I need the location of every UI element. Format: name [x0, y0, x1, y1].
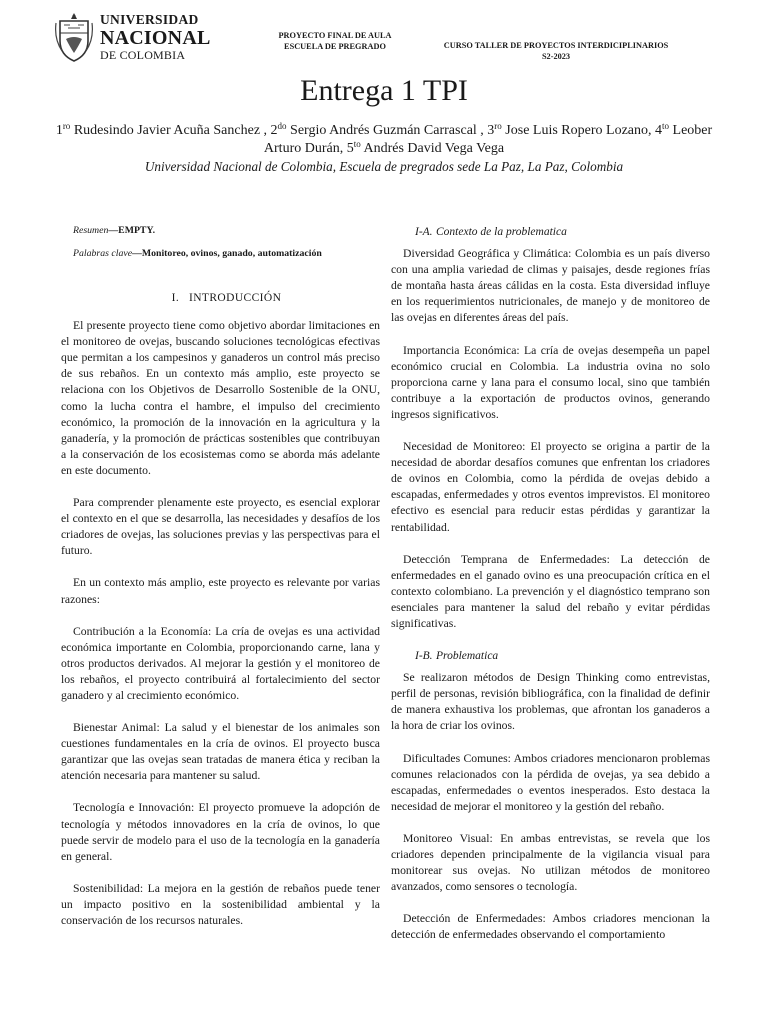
affiliation: Universidad Nacional de Colombia, Escuela de pregrados sede La Paz, La Paz, Colombia — [144, 159, 624, 174]
subsection-title: Contexto de la problematica — [436, 226, 567, 238]
section-title: INTRODUCCIÓN — [189, 292, 282, 304]
subsection-number: I-A. — [415, 226, 433, 238]
header-right — [420, 41, 692, 62]
abstract — [61, 224, 380, 237]
author-item: $5^{to}$ Andrés David Vega Vega — [346, 139, 505, 156]
paragraph: Detección Temprana de Enfermedades: La detección de enfermedades en el ganado ovino es una preocupación crítica en el contexto colombiano. La prevención y el diagnóstico temprano son esenciales para mantener la salud del rebaño y evitar pérdidas significativas. — [391, 552, 710, 630]
coat-of-arms-icon — [54, 11, 94, 63]
paragraph: Importancia Económica: La cría de ovejas desempeña un papel económico crucial en Colombia. La industria ovina no solo proporciona carne y lana para el consumo local, sino que también contribuye a la exportación de productos ovinos, generando ingresos significativos. — [391, 343, 710, 421]
section-heading — [61, 290, 380, 306]
paragraph: Dificultades Comunes: Ambos criadores mencionaron problemas comunes relacionados con la pérdida de ovejas, ya sea debido a escapadas, enfermedades o eventos inesperados. Esto destaca la necesidad de mejorar el monitoreo y la gestión del rebaño. — [391, 751, 710, 813]
section-number: I. — [171, 292, 180, 304]
paragraph: Tecnología e Innovación: El proyecto promueve la adopción de tecnología y métodos innovadores en la cría de ovinos, lo que puede servir de modelo para el uso de la tecnología en la ganadería en general. — [61, 801, 380, 863]
paragraph: Se realizaron métodos de Design Thinking como entrevistas, perfil de personas, revisión bibliográfica, con la finalidad de definir de manera exhaustiva los problemas, que afrontan los ganaderos a la hora de criar los ovinos. — [391, 671, 710, 733]
paragraph: El presente proyecto tiene como objetivo abordar limitaciones en el monitoreo de ovejas, buscando soluciones tecnológicas efectivas que permitan a los campesinos y ganaderos un control más preciso de sus rebaños. En un contexto más amplio, este proyecto se relaciona con los Objetivos de Desarrollo Sostenible de la ONU, como la lucha contra el hambre, el impulso del crecimiento económico, la promoción de la innovación en la agricultura y la ganadería, y la promoción de prácticas sostenibles que contribuyan a la conservación de los ecosistemas como se aborda más adelante en este documento. — [61, 319, 380, 477]
paragraph: Monitoreo Visual: En ambas entrevistas, se revela que los criadores dependen principalmente de la vigilancia visual para monitorear sus ovejas. No utilizan métodos de monitoreo avanzados, como sensores o tecnología. — [391, 831, 710, 894]
subsection-number: I-B. — [415, 650, 433, 663]
author-item: $4^{to}$ Leober Arturo Durán, — [263, 121, 713, 156]
paragraph: Contribución a la Economía: La cría de ovejas es una actividad económica importante en Colombia, proporcionando carne, lana y otros productos derivados. Al mejorar la gestión y el monitoreo de los rebaños, el proyecto contribuirá al fortalecimiento del sector ganadero y al crecimiento económico. — [61, 624, 380, 702]
paper-title: Entrega 1 TPI — [300, 74, 468, 107]
subsection-title: Problematica — [436, 650, 499, 663]
header-center — [262, 31, 408, 52]
header-right-line1: CURSO TALLER DE PROYECTOS INTERDICIPLINARIOS — [443, 41, 669, 50]
subsection-heading — [391, 648, 710, 664]
author-item: $3^{ro}$ Jose Luis Ropero Lozano, — [487, 121, 652, 138]
paragraph: En un contexto más amplio, este proyecto es relevante por varias razones: — [61, 576, 380, 606]
paragraph: Diversidad Geográfica y Climática: Colombia es un país diverso con una amplia variedad de climas y paisajes, desde regiones frías de montaña hasta áreas cálidas en la costa. Esta diversidad influye en los requerimientos nutricionales, de manejo y de monitoreo de las ovejas en diferentes áreas del país. — [391, 247, 710, 325]
author-item: $1^{ro}$ Rudesindo Javier Acuña Sanchez , — [55, 121, 268, 138]
paragraph: Para comprender plenamente este proyecto, es esencial explorar el contexto en el que se desarrolla, las necesidades y desafíos de los criadores de ovejas, las soluciones previas y las perspectivas para el futuro. — [61, 496, 380, 558]
abstract-text: —EMPTY. — [108, 225, 156, 236]
abstract-label: Resumen — [73, 225, 109, 236]
university-line2: NACIONAL — [100, 26, 211, 49]
author-list — [40, 122, 728, 158]
header-center-line2: ESCUELA DE PREGRADO — [284, 41, 386, 51]
university-line1: UNIVERSIDAD — [100, 12, 199, 27]
paragraph: Sostenibilidad: La mejora en la gestión de rebaños puede tener un impacto positivo en la sostenibilidad ambiental y la conservación de los recursos naturales. — [61, 881, 380, 927]
keywords-label: Palabras clave — [73, 248, 133, 259]
paragraph: Necesidad de Monitoreo: El proyecto se origina a partir de la necesidad de abordar desafíos comunes que enfrentan los criadores de ovinos en Colombia, como la pérdida de ovejas debido a escapadas, enfermedades y otros eventos imprevistos. El monitoreo efectivo es esencial para reducir estas pérdidas y garantizar la rentabilidad. — [391, 440, 710, 534]
keywords — [61, 247, 380, 260]
paragraph: Detección de Enfermedades: Ambos criadores mencionan la detección de enfermedades observando el comportamiento — [391, 912, 710, 942]
university-line3: DE COLOMBIA — [100, 47, 186, 62]
university-wordmark — [100, 13, 211, 61]
author-item: $2^{do}$ Sergio Andrés Guzmán Carrascal , — [270, 121, 484, 138]
subsection-heading — [391, 224, 710, 240]
keywords-text: —Monitoreo, ovinos, ganado, automatización — [132, 248, 322, 259]
header-right-line2: S2-2023 — [541, 51, 571, 61]
left-column — [61, 224, 380, 929]
paragraph: Bienestar Animal: La salud y el bienestar de los animales son cuestiones fundamentales en la cría de ovinos. El proyecto busca garantizar que las ovejas sean tratadas de manera ética y reciban la atención necesaria para mantener su salud. — [61, 721, 380, 783]
right-column — [391, 224, 710, 943]
header-center-line1: PROYECTO FINAL DE AULA — [278, 31, 392, 40]
